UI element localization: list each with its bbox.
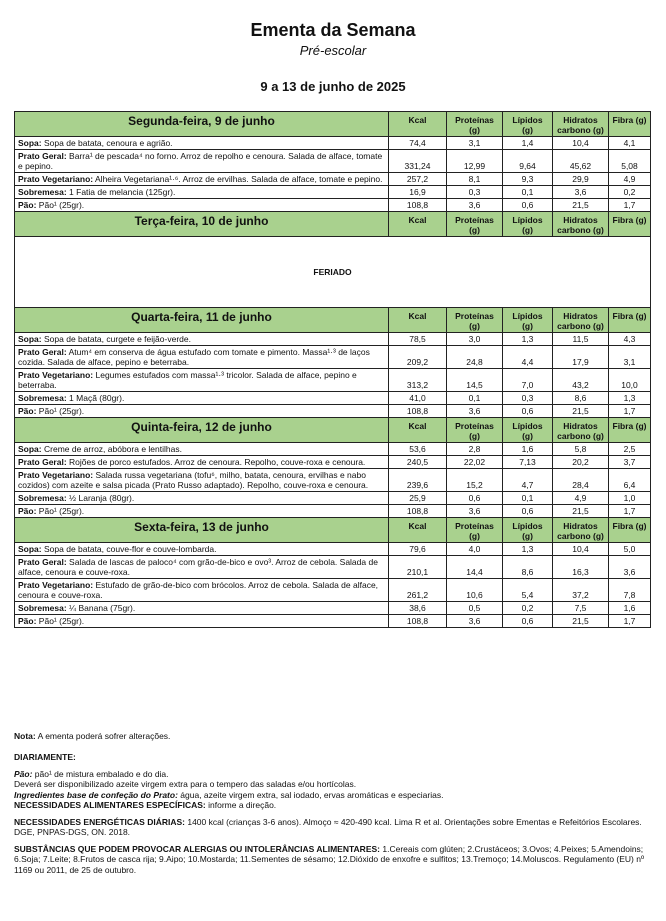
value-proteinas: 22,02	[447, 456, 503, 469]
value-lipidos: 5,4	[503, 579, 553, 602]
column-header-lipidos: Lípidos (g)	[503, 418, 553, 443]
value-kcal: 79,6	[389, 543, 447, 556]
value-fibra: 3,1	[609, 346, 651, 369]
value-proteinas: 3,6	[447, 199, 503, 212]
column-header-proteinas: Proteínas (g)	[447, 418, 503, 443]
column-header-proteinas: Proteínas (g)	[447, 518, 503, 543]
dish-description	[15, 199, 389, 212]
table-row	[15, 615, 651, 628]
dish-description	[15, 333, 389, 346]
column-header-lipidos: Lípidos (g)	[503, 112, 553, 137]
value-kcal: 108,8	[389, 199, 447, 212]
value-fibra: 1,0	[609, 492, 651, 505]
value-proteinas: 0,3	[447, 186, 503, 199]
pao-note: Pão: pão¹ de mistura embalado e do dia.	[14, 768, 169, 779]
holiday-label: FERIADO	[15, 237, 651, 308]
dish-text: Creme de arroz, abóbora e lentilhas.	[44, 444, 182, 454]
dish-label: Sopa:	[18, 444, 42, 454]
dish-description	[15, 150, 389, 173]
dish-description	[15, 579, 389, 602]
table-row	[15, 346, 651, 369]
value-kcal: 41,0	[389, 392, 447, 405]
column-header-kcal: Kcal	[389, 212, 447, 237]
dish-text: Sopa de batata, cenoura e agrião.	[44, 138, 173, 148]
column-header-lipidos: Lípidos (g)	[503, 518, 553, 543]
value-fibra: 5,0	[609, 543, 651, 556]
alergias-note: SUBSTÂNCIAS QUE PODEM PROVOCAR ALERGIAS OU INTOLERÂNCIAS ALIMENTARES: 1.Cereais com glúten; 2.Crustáceos; 3.Ovos; 4.Peixes; 5.Amendoins; 6.Soja; 7.Leite; 8.Frutos de casca rija; 9.Aipo; 10.Mostarda; 11.Sementes de sésamo; 12.Dióxido de enxofre e sulfitos; 13.Tremoço; 14.Moluscos. Regulamento (EU) nº 1169 ou 2011, de 25 de outubro.	[14, 843, 645, 875]
dish-description	[15, 369, 389, 392]
necessidades-energeticas: NECESSIDADES ENERGÉTICAS DIÁRIAS: 1400 kcal (crianças 3-6 anos). Almoço ≈ 420-490 kcal. Lima R et al. Orientações sobre Ementas e Refeitórios Escolares. DGE, PNPAS-DGS, ON. 2018.	[14, 816, 642, 837]
value-proteinas: 3,6	[447, 615, 503, 628]
footer-notes	[14, 752, 654, 875]
value-hidratos: 3,6	[553, 186, 609, 199]
dish-text: Salada russa vegetariana (tofu⁶, milho, batata, cenoura, ervilhas e nabo cozidos) com azeite e salsa picada (Prato Russo adaptado). Repolho, couve-roxa e cenoura.	[18, 470, 369, 490]
value-lipidos: 7,13	[503, 456, 553, 469]
value-hidratos: 5,8	[553, 443, 609, 456]
day-header	[15, 418, 651, 443]
column-header-kcal: Kcal	[389, 308, 447, 333]
dish-label: Prato Geral:	[18, 457, 67, 467]
value-kcal: 261,2	[389, 579, 447, 602]
value-lipidos: 7,0	[503, 369, 553, 392]
dish-description	[15, 456, 389, 469]
value-kcal: 210,1	[389, 556, 447, 579]
dish-description	[15, 505, 389, 518]
dish-description	[15, 556, 389, 579]
value-fibra: 10,0	[609, 369, 651, 392]
value-lipidos: 0,1	[503, 492, 553, 505]
value-lipidos: 4,7	[503, 469, 553, 492]
value-lipidos: 0,6	[503, 505, 553, 518]
dish-label: Prato Geral:	[18, 557, 67, 567]
value-hidratos: 21,5	[553, 405, 609, 418]
day-name: Segunda-feira, 9 de junho	[15, 112, 389, 137]
value-hidratos: 20,2	[553, 456, 609, 469]
dish-label: Prato Geral:	[18, 151, 67, 161]
value-fibra: 4,1	[609, 137, 651, 150]
value-hidratos: 37,2	[553, 579, 609, 602]
value-proteinas: 15,2	[447, 469, 503, 492]
dish-label: Sobremesa:	[18, 493, 67, 503]
value-hidratos: 8,6	[553, 392, 609, 405]
ingredientes-note: Ingredientes base de confeção do Prato: água, azeite virgem extra, sal iodado, ervas aromáticas e especiarias.	[14, 789, 444, 800]
value-fibra: 7,8	[609, 579, 651, 602]
value-hidratos: 43,2	[553, 369, 609, 392]
value-kcal: 108,8	[389, 615, 447, 628]
dish-description	[15, 469, 389, 492]
dish-text: Rojões de porco estufados. Arroz de cenoura. Repolho, couve-roxa e cenoura.	[69, 457, 366, 467]
table-row	[15, 199, 651, 212]
value-fibra: 0,2	[609, 186, 651, 199]
date-range: 9 a 13 de junho de 2025	[260, 79, 406, 94]
dish-text: Pão¹ (25gr).	[38, 200, 85, 210]
page-title: Ementa da Semana	[250, 20, 416, 40]
column-header-kcal: Kcal	[389, 418, 447, 443]
column-header-hidratos: Hidratos carbono (g)	[553, 212, 609, 237]
value-kcal: 74,4	[389, 137, 447, 150]
dish-label: Prato Vegetariano:	[18, 470, 94, 480]
table-row	[15, 456, 651, 469]
dish-description	[15, 492, 389, 505]
value-hidratos: 28,4	[553, 469, 609, 492]
value-lipidos: 0,2	[503, 602, 553, 615]
dish-text: Pão¹ (25gr).	[38, 616, 85, 626]
value-proteinas: 10,6	[447, 579, 503, 602]
value-hidratos: 4,9	[553, 492, 609, 505]
table-row	[15, 579, 651, 602]
value-hidratos: 16,3	[553, 556, 609, 579]
table-row	[15, 469, 651, 492]
dish-description	[15, 543, 389, 556]
column-header-fibra: Fibra (g)	[609, 518, 651, 543]
dish-description	[15, 615, 389, 628]
column-header-hidratos: Hidratos carbono (g)	[553, 518, 609, 543]
dish-text: Atum⁴ em conserva de água estufado com tomate e pimento. Massa¹·³ de laços cozida. Salada de alface, pepino e beterraba.	[18, 347, 370, 367]
column-header-hidratos: Hidratos carbono (g)	[553, 308, 609, 333]
value-fibra: 1,7	[609, 199, 651, 212]
day-header	[15, 112, 651, 137]
table-row	[15, 505, 651, 518]
value-lipidos: 0,6	[503, 405, 553, 418]
value-kcal: 78,5	[389, 333, 447, 346]
value-fibra: 6,4	[609, 469, 651, 492]
value-proteinas: 0,1	[447, 392, 503, 405]
value-lipidos: 0,3	[503, 392, 553, 405]
table-row	[15, 137, 651, 150]
value-proteinas: 3,0	[447, 333, 503, 346]
day-header	[15, 308, 651, 333]
dish-text: Estufado de grão-de-bico com brócolos. Arroz de cebola. Salada de alface, cenoura e couve-roxa.	[18, 580, 379, 600]
dish-label: Pão:	[18, 200, 37, 210]
day-name: Quarta-feira, 11 de junho	[15, 308, 389, 333]
value-fibra: 1,3	[609, 392, 651, 405]
value-fibra: 2,5	[609, 443, 651, 456]
value-lipidos: 9,64	[503, 150, 553, 173]
dish-text: ½ Laranja (80gr).	[69, 493, 135, 503]
value-proteinas: 3,6	[447, 405, 503, 418]
holiday-row	[15, 237, 651, 308]
value-fibra: 1,7	[609, 505, 651, 518]
azeite-note: Deverá ser disponibilizado azeite virgem extra para o tempero das saladas e/ou hortícolas.	[14, 779, 357, 789]
dish-description	[15, 173, 389, 186]
dish-description	[15, 346, 389, 369]
dish-label: Sopa:	[18, 138, 42, 148]
value-proteinas: 8,1	[447, 173, 503, 186]
dish-label: Pão:	[18, 616, 37, 626]
value-kcal: 240,5	[389, 456, 447, 469]
dish-text: Legumes estufados com massa¹·³ tricolor. Salada de alface, pepino e beterraba.	[18, 370, 357, 390]
value-lipidos: 1,6	[503, 443, 553, 456]
day-name: Terça-feira, 10 de junho	[15, 212, 389, 237]
menu-note	[14, 731, 170, 741]
value-hidratos: 45,62	[553, 150, 609, 173]
column-header-proteinas: Proteínas (g)	[447, 308, 503, 333]
value-kcal: 313,2	[389, 369, 447, 392]
value-kcal: 331,24	[389, 150, 447, 173]
dish-description	[15, 405, 389, 418]
value-kcal: 38,6	[389, 602, 447, 615]
value-hidratos: 29,9	[553, 173, 609, 186]
menu-table	[14, 111, 651, 628]
table-row	[15, 333, 651, 346]
dish-label: Sopa:	[18, 544, 42, 554]
value-hidratos: 21,5	[553, 505, 609, 518]
dish-text: 1 Maçã (80gr).	[69, 393, 125, 403]
column-header-proteinas: Proteínas (g)	[447, 212, 503, 237]
dish-label: Prato Vegetariano:	[18, 580, 94, 590]
value-kcal: 108,8	[389, 405, 447, 418]
value-proteinas: 2,8	[447, 443, 503, 456]
column-header-proteinas: Proteínas (g)	[447, 112, 503, 137]
dish-text: Sopa de batata, curgete e feijão-verde.	[44, 334, 191, 344]
value-kcal: 108,8	[389, 505, 447, 518]
dish-label: Sopa:	[18, 334, 42, 344]
dish-text: ¼ Banana (75gr).	[69, 603, 136, 613]
value-hidratos: 10,4	[553, 137, 609, 150]
column-header-fibra: Fibra (g)	[609, 308, 651, 333]
column-header-lipidos: Lípidos (g)	[503, 308, 553, 333]
value-fibra: 3,6	[609, 556, 651, 579]
value-fibra: 1,6	[609, 602, 651, 615]
day-header	[15, 212, 651, 237]
dish-text: Alheira Vegetariana¹·⁶. Arroz de ervilhas. Salada de alface, tomate e pepino.	[95, 174, 383, 184]
dish-label: Pão:	[18, 406, 37, 416]
value-hidratos: 17,9	[553, 346, 609, 369]
value-fibra: 4,3	[609, 333, 651, 346]
day-header	[15, 518, 651, 543]
value-kcal: 209,2	[389, 346, 447, 369]
dish-label: Sobremesa:	[18, 187, 67, 197]
dish-label: Prato Vegetariano:	[18, 174, 94, 184]
value-hidratos: 11,5	[553, 333, 609, 346]
dish-label: Pão:	[18, 506, 37, 516]
dish-label: Prato Geral:	[18, 347, 67, 357]
diariamente-heading: DIARIAMENTE:	[14, 752, 76, 762]
value-proteinas: 4,0	[447, 543, 503, 556]
value-proteinas: 14,5	[447, 369, 503, 392]
value-lipidos: 1,3	[503, 543, 553, 556]
column-header-fibra: Fibra (g)	[609, 112, 651, 137]
value-proteinas: 24,8	[447, 346, 503, 369]
dish-label: Sobremesa:	[18, 393, 67, 403]
value-lipidos: 0,6	[503, 615, 553, 628]
value-lipidos: 4,4	[503, 346, 553, 369]
table-row	[15, 443, 651, 456]
dish-description	[15, 392, 389, 405]
dish-description	[15, 137, 389, 150]
value-kcal: 25,9	[389, 492, 447, 505]
value-hidratos: 21,5	[553, 199, 609, 212]
page-subtitle: Pré-escolar	[299, 43, 367, 58]
value-fibra: 5,08	[609, 150, 651, 173]
column-header-lipidos: Lípidos (g)	[503, 212, 553, 237]
day-name: Sexta-feira, 13 de junho	[15, 518, 389, 543]
value-lipidos: 1,4	[503, 137, 553, 150]
value-lipidos: 0,6	[503, 199, 553, 212]
day-name: Quinta-feira, 12 de junho	[15, 418, 389, 443]
dish-text: Barra¹ de pescada⁴ no forno. Arroz de repolho e cenoura. Salada de alface, tomate e pepino.	[18, 151, 383, 171]
column-header-hidratos: Hidratos carbono (g)	[553, 112, 609, 137]
dish-label: Prato Vegetariano:	[18, 370, 94, 380]
value-fibra: 3,7	[609, 456, 651, 469]
value-lipidos: 1,3	[503, 333, 553, 346]
necessidades-alimentares: NECESSIDADES ALIMENTARES ESPECÍFICAS: informe a direção.	[14, 800, 277, 810]
table-row	[15, 369, 651, 392]
dish-text: 1 Fatia de melancia (125gr).	[69, 187, 176, 197]
value-hidratos: 7,5	[553, 602, 609, 615]
dish-description	[15, 443, 389, 456]
value-lipidos: 9,3	[503, 173, 553, 186]
table-row	[15, 150, 651, 173]
value-fibra: 4,9	[609, 173, 651, 186]
dish-text: Salada de lascas de paloco⁴ com grão-de-bico e ovo³. Arroz de cebola. Salada de alface, cenoura e couve-roxa.	[18, 557, 378, 577]
dish-description	[15, 602, 389, 615]
value-proteinas: 14,4	[447, 556, 503, 579]
note-label: Nota:	[14, 731, 36, 741]
value-proteinas: 0,6	[447, 492, 503, 505]
column-header-kcal: Kcal	[389, 518, 447, 543]
value-proteinas: 12,99	[447, 150, 503, 173]
value-lipidos: 0,1	[503, 186, 553, 199]
dish-text: Sopa de batata, couve-flor e couve-lombarda.	[44, 544, 217, 554]
table-row	[15, 186, 651, 199]
dish-label: Sobremesa:	[18, 603, 67, 613]
table-row	[15, 392, 651, 405]
value-hidratos: 21,5	[553, 615, 609, 628]
dish-text: Pão¹ (25gr).	[38, 506, 85, 516]
table-row	[15, 543, 651, 556]
column-header-kcal: Kcal	[389, 112, 447, 137]
table-row	[15, 405, 651, 418]
table-row	[15, 173, 651, 186]
value-proteinas: 3,6	[447, 505, 503, 518]
column-header-hidratos: Hidratos carbono (g)	[553, 418, 609, 443]
table-row	[15, 602, 651, 615]
value-proteinas: 0,5	[447, 602, 503, 615]
table-row	[15, 556, 651, 579]
note-text: A ementa poderá sofrer alterações.	[37, 731, 171, 741]
dish-text: Pão¹ (25gr).	[38, 406, 85, 416]
column-header-fibra: Fibra (g)	[609, 418, 651, 443]
value-hidratos: 10,4	[553, 543, 609, 556]
value-lipidos: 8,6	[503, 556, 553, 579]
value-fibra: 1,7	[609, 615, 651, 628]
table-row	[15, 492, 651, 505]
value-proteinas: 3,1	[447, 137, 503, 150]
value-kcal: 16,9	[389, 186, 447, 199]
value-fibra: 1,7	[609, 405, 651, 418]
dish-description	[15, 186, 389, 199]
column-header-fibra: Fibra (g)	[609, 212, 651, 237]
value-kcal: 239,6	[389, 469, 447, 492]
value-kcal: 257,2	[389, 173, 447, 186]
value-kcal: 53,6	[389, 443, 447, 456]
